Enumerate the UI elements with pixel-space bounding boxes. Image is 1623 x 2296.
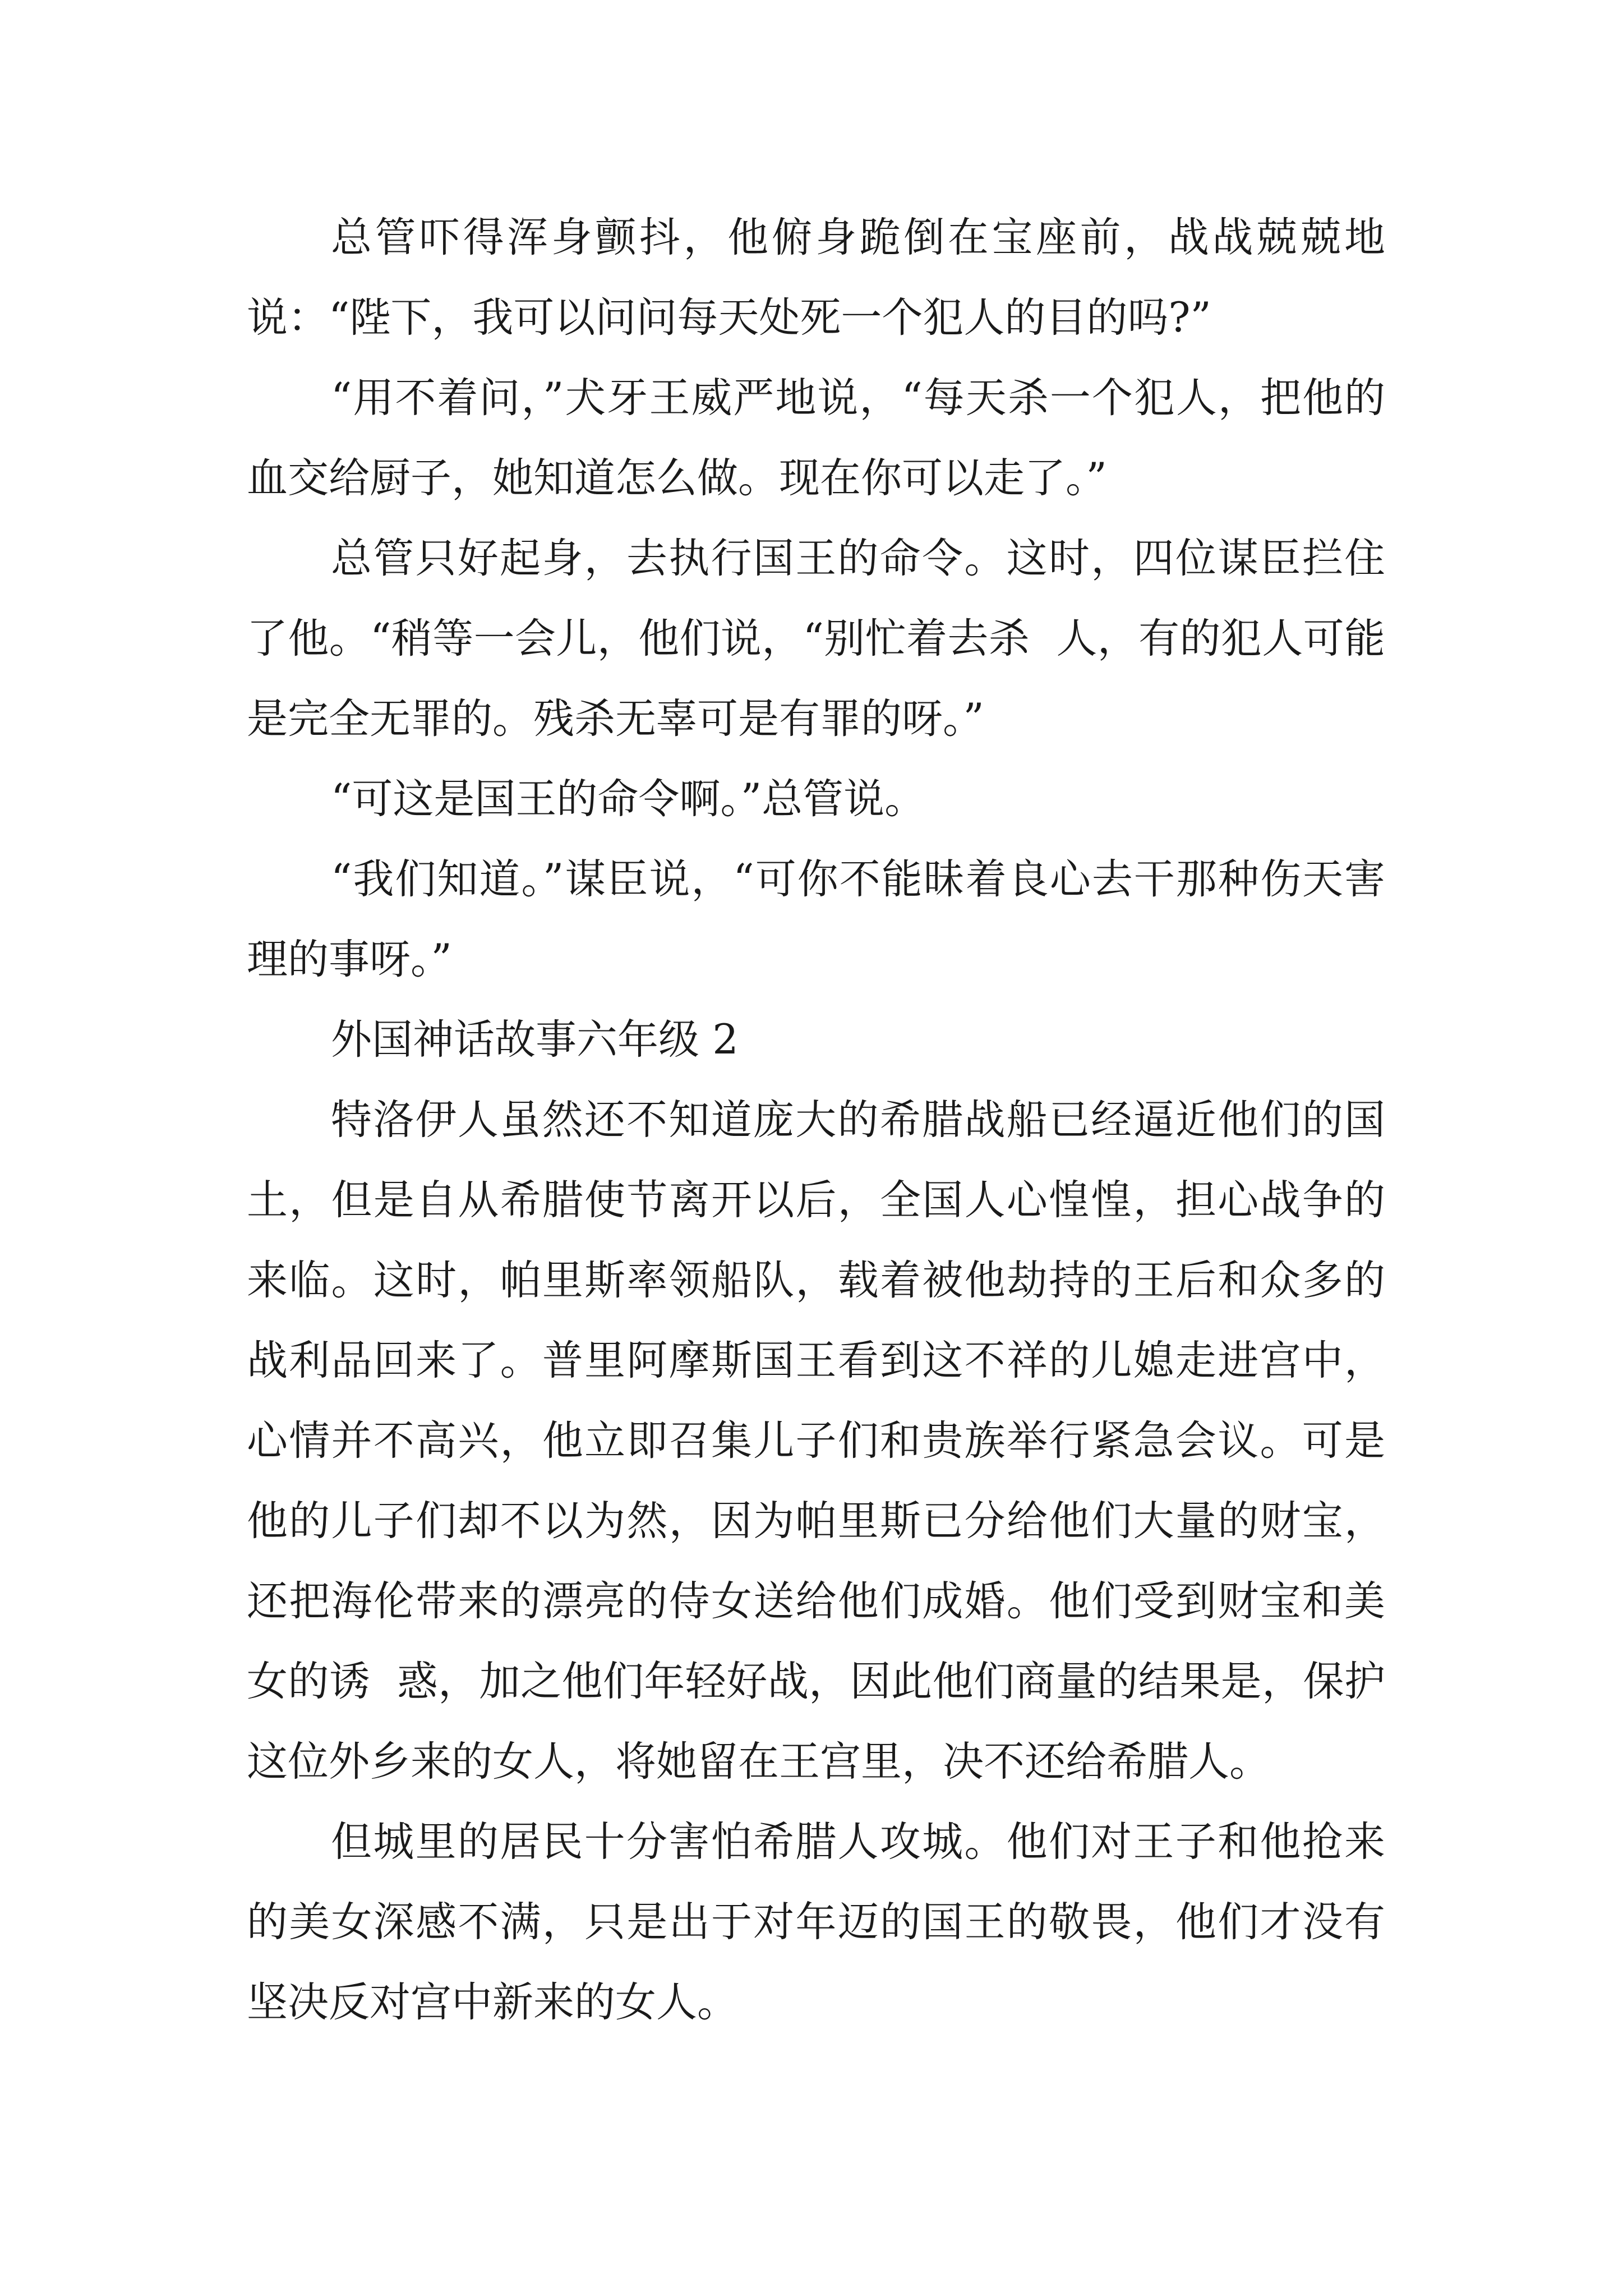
- document-body: [247, 197, 1385, 2042]
- paragraph-4: “可这是国王的命令啊。”总管说。: [331, 775, 926, 823]
- section-heading: 外国神话故事六年级 2: [331, 1016, 739, 1064]
- paragraph-6: 特洛伊人虽然还不知道庞大的希腊战船已经逼近他们的国土，但是自从希腊使节离开以后，全国人心惶惶，担心战争的来临。这时，帕里斯率领船队，载着被他劫持的王后和众多的战利品回来了。普里阿摩斯国王看到这不祥的儿媳走进宫中，心情并不高兴，他立即召集儿子们和贵族举行紧急会议。可是他的儿子们却不以为然，因为帕里斯已分给他们大量的财宝，还把海伦带来的漂亮的侍女送给他们成婚。他们受到财宝和美女的诱 惑，加之他们年轻好战，因此他们商量的结果是，保护这位外乡来的女人，将她留在王宫里，决不还给希腊人。: [247, 1096, 1385, 1786]
- paragraph-7: 但城里的居民十分害怕希腊人攻城。他们对王子和他抢来的美女深感不满，只是出于对年迈的国王的敬畏，他们才没有坚决反对宫中新来的女人。: [247, 1818, 1385, 2026]
- paragraph-2: “用不着问，”犬牙王威严地说，“每天杀一个犯人，把他的血交给厨子，她知道怎么做。现在你可以走了。”: [247, 374, 1385, 502]
- paragraph-3: 总管只好起身，去执行国王的命令。这时，四位谋臣拦住了他。“稍等一会儿，他们说，“别忙着去杀 人，有的犯人可能是完全无罪的。残杀无辜可是有罪的呀。”: [247, 535, 1385, 743]
- paragraph-5: “我们知道。”谋臣说，“可你不能昧着良心去干那种伤天害理的事呀。”: [247, 855, 1385, 983]
- paragraph-1: 总管吓得浑身颤抖，他俯身跪倒在宝座前，战战兢兢地说：“陛下，我可以问问每天处死一个犯人的目的吗?”: [247, 214, 1385, 342]
